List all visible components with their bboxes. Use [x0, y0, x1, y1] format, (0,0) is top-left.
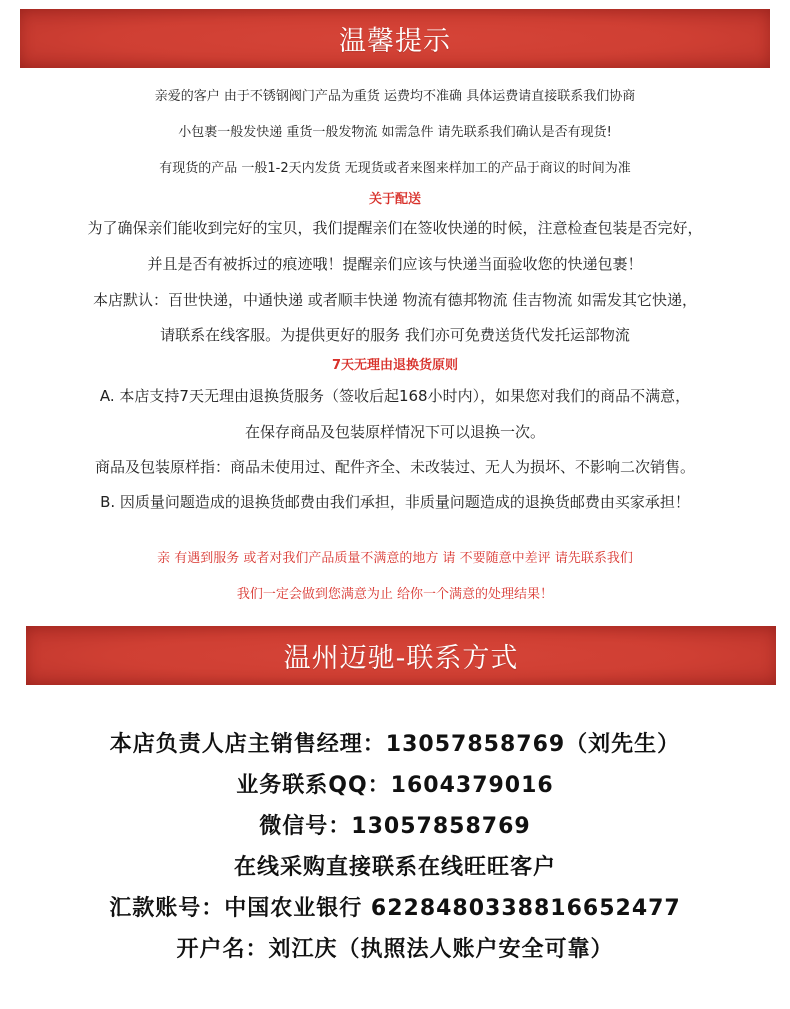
intro-line: 有现货的产品 一般1-2天内发货 无现货或者来图来样加工的产品于商议的时间为准 [159, 161, 631, 176]
appeal-line: 我们一定会做到您满意为止 给你一个满意的处理结果！ [236, 587, 554, 602]
contact-bank-account: 汇款账号：中国农业银行 6228480338816652477 [109, 896, 681, 921]
contact-wangwang: 在线采购直接联系在线旺旺客户 [233, 855, 556, 880]
appeal-line: 亲 有遇到服务 或者对我们产品质量不满意的地方 请 不要随意中差评 请先联系我们 [157, 551, 633, 566]
contact-banner [26, 626, 776, 685]
delivery-line: 请联系在线客服。为提供更好的服务 我们亦可免费送货代发托运部物流 [160, 326, 630, 344]
intro-line: 亲爱的客户 由于不锈钢阀门产品为重货 运费均不准确 具体运费请直接联系我们协商 [154, 89, 636, 104]
intro-line: 小包裹一般发快递 重货一般发物流 如需急件 请先联系我们确认是否有现货! [178, 125, 612, 140]
contact-wechat: 微信号：13057858769 [259, 814, 531, 839]
delivery-line: 为了确保亲们能收到完好的宝贝，我们提醒亲们在签收快递的时候，注意检查包装是否完好， [87, 219, 703, 237]
contact-manager: 本店负责人店主销售经理：13057858769（刘先生） [109, 732, 681, 757]
returns-heading: 7天无理由退换货原则 [331, 358, 459, 373]
returns-line: 在保存商品及包装原样情况下可以退换一次。 [244, 423, 545, 441]
returns-line: A. 本店支持7天无理由退换货服务（签收后起168小时内），如果您对我们的商品不满意， [99, 387, 691, 405]
contact-account-holder: 开户名：刘江庆（执照法人账户安全可靠） [176, 937, 614, 962]
returns-line: B. 因质量问题造成的退换货邮费由我们承担，非质量问题造成的退换货邮费由买家承担！ [100, 493, 690, 511]
contact-title: 温州迈驰-联系方式 [283, 643, 519, 674]
returns-line: 商品及包装原样指：商品未使用过、配件齐全、未改装过、无人为损坏、不影响二次销售。 [94, 458, 695, 476]
delivery-heading: 关于配送 [368, 192, 421, 207]
contact-qq: 业务联系QQ：1604379016 [236, 773, 554, 798]
delivery-line: 本店默认：百世快递，中通快递 或者顺丰快递 物流有德邦物流 佳吉物流 如需发其它快递， [92, 291, 698, 309]
notice-banner [20, 9, 770, 68]
delivery-line: 并且是否有被拆过的痕迹哦！提醒亲们应该与快递当面验收您的快递包裹！ [147, 255, 643, 273]
notice-title: 温馨提示 [339, 26, 451, 57]
